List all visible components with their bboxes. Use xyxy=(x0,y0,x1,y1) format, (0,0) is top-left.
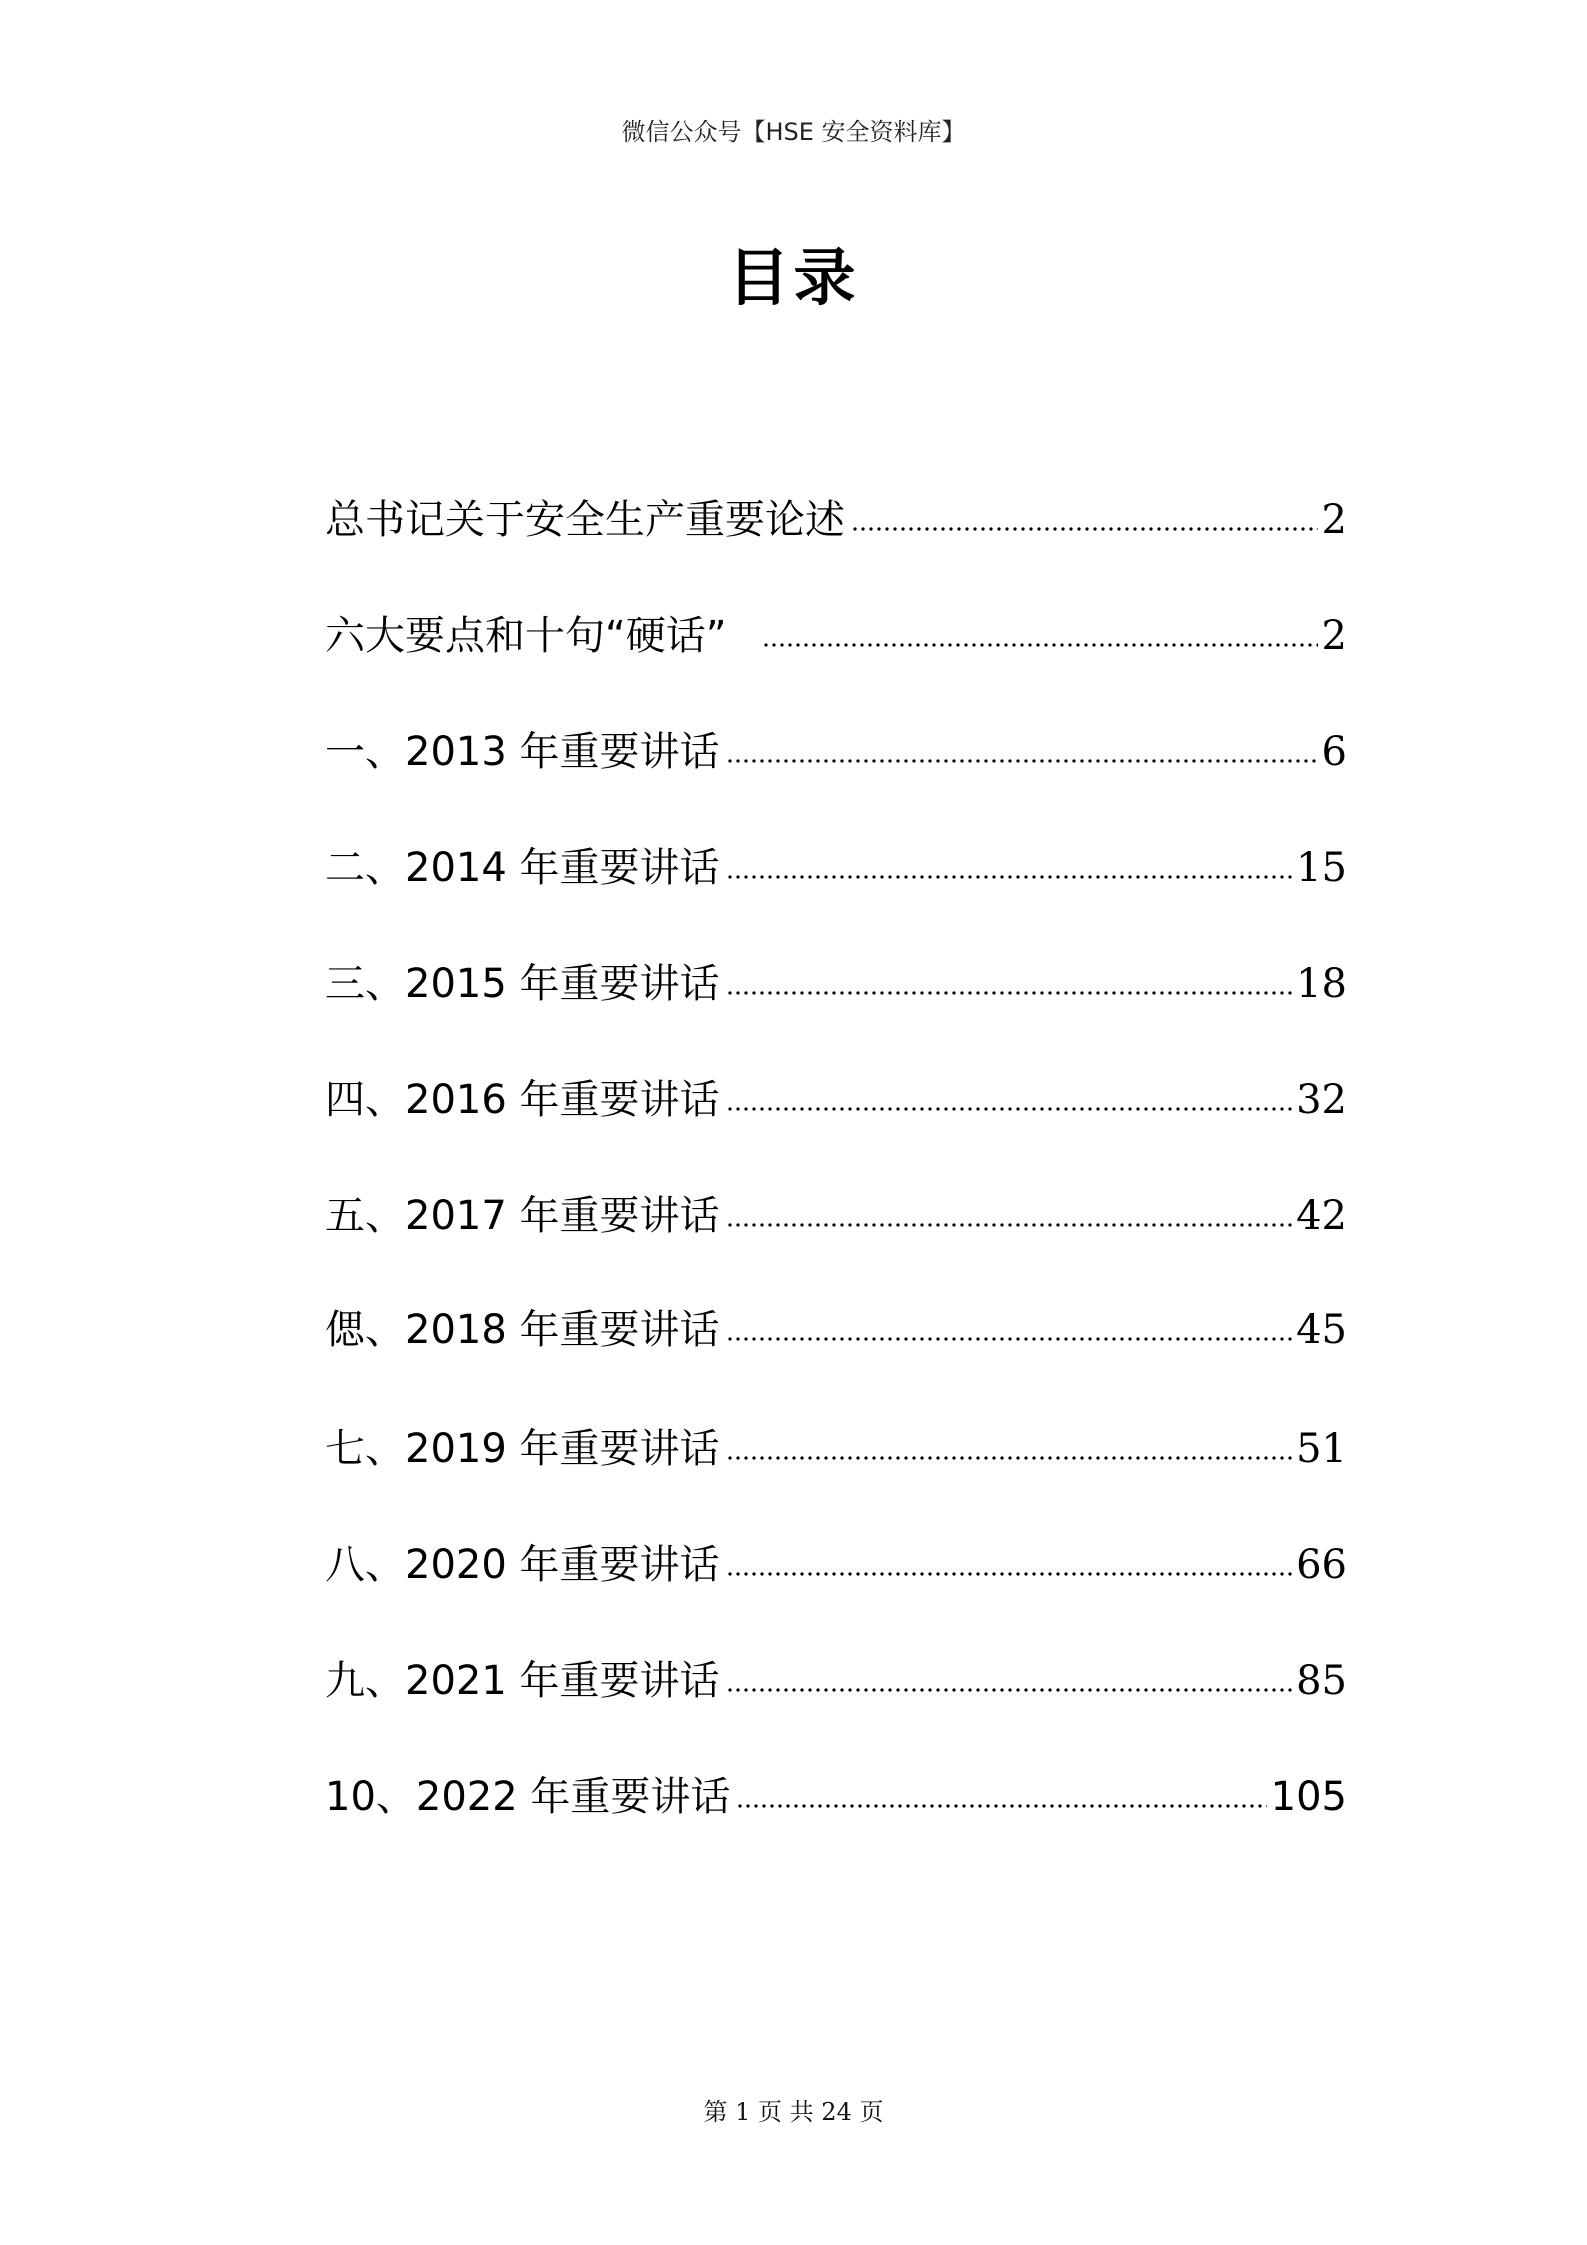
toc-entry-page-number: 6 xyxy=(1321,729,1347,775)
toc-leader-dots xyxy=(736,1799,1266,1813)
toc-entry-page-number: 85 xyxy=(1296,1658,1347,1704)
toc-entry-label: 六大要点和十句“硬话” xyxy=(325,613,727,659)
toc-entry-2015[interactable] xyxy=(325,954,1347,1014)
toc-entry-label: 总书记关于安全生产重要论述 xyxy=(325,497,845,543)
toc-entry-2017[interactable] xyxy=(325,1186,1347,1246)
toc-entry-six-points[interactable] xyxy=(325,606,1347,666)
toc-entry-lecture-summary[interactable] xyxy=(325,490,1347,550)
toc-leader-dots xyxy=(762,638,1317,652)
toc-entry-page-number: 51 xyxy=(1296,1426,1347,1472)
toc-entry-page-number: 66 xyxy=(1296,1542,1347,1588)
toc-entry-label: 二、2014 年重要讲话 xyxy=(325,845,720,891)
toc-entry-2019[interactable] xyxy=(325,1419,1347,1479)
toc-entry-2020[interactable] xyxy=(325,1535,1347,1595)
page-footer: 第 1 页 共 24 页 xyxy=(703,2098,884,2126)
toc-entry-label: 偲、2018 年重要讲话 xyxy=(325,1307,720,1353)
toc-entry-2016[interactable] xyxy=(325,1070,1347,1130)
toc-entry-page-number: 32 xyxy=(1296,1077,1347,1123)
toc-entry-label: 八、2020 年重要讲话 xyxy=(325,1542,720,1588)
page-title: 目录 xyxy=(727,241,860,314)
toc-entry-page-number: 2 xyxy=(1321,497,1347,543)
page-header: 微信公众号【HSE 安全资料库】 xyxy=(621,118,966,146)
toc-leader-dots xyxy=(726,1332,1293,1346)
toc-entry-label: 三、2015 年重要讲话 xyxy=(325,961,720,1007)
toc-entry-label: 10、2022 年重要讲话 xyxy=(325,1774,731,1820)
toc-entry-2022[interactable] xyxy=(325,1767,1347,1827)
toc-entry-2013[interactable] xyxy=(325,722,1347,782)
toc-leader-dots xyxy=(726,1218,1293,1232)
toc-leader-dots xyxy=(726,1102,1293,1116)
toc-entry-2021[interactable] xyxy=(325,1651,1347,1711)
toc-leader-dots xyxy=(726,1683,1293,1697)
toc-entry-page-number: 18 xyxy=(1296,961,1347,1007)
toc-leader-dots xyxy=(726,1567,1293,1581)
toc-entry-label: 五、2017 年重要讲话 xyxy=(325,1193,720,1239)
toc-entry-page-number: 105 xyxy=(1270,1774,1347,1820)
toc-leader-dots xyxy=(726,986,1293,1000)
toc-entry-page-number: 42 xyxy=(1296,1193,1347,1239)
toc-leader-dots xyxy=(726,1451,1293,1465)
toc-entry-2014[interactable] xyxy=(325,838,1347,898)
toc-leader-dots xyxy=(726,754,1318,768)
toc-entry-label: 九、2021 年重要讲话 xyxy=(325,1658,720,1704)
toc-entry-label: 一、2013 年重要讲话 xyxy=(325,729,720,775)
toc-entry-page-number: 2 xyxy=(1321,613,1347,659)
toc-entry-label: 七、2019 年重要讲话 xyxy=(325,1426,720,1472)
toc-entry-2018[interactable] xyxy=(325,1300,1347,1360)
toc-leader-dots xyxy=(726,870,1293,884)
toc-entry-label: 四、2016 年重要讲话 xyxy=(325,1077,720,1123)
toc-entry-page-number: 45 xyxy=(1296,1307,1347,1353)
toc-entry-page-number: 15 xyxy=(1296,845,1347,891)
toc-leader-dots xyxy=(851,522,1318,536)
